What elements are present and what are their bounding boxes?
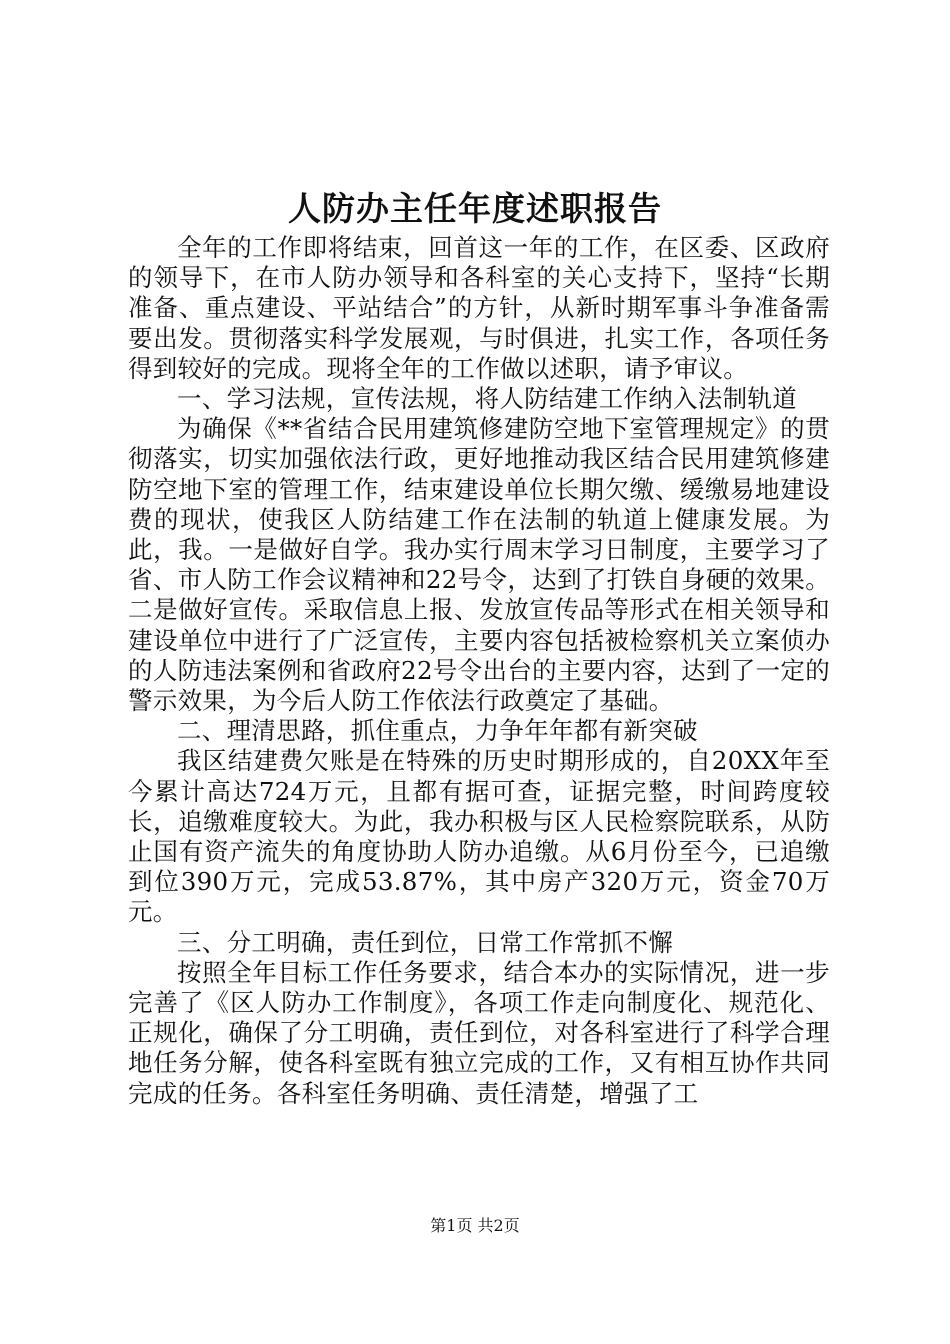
- section-heading-3: 三、分工明确，责任到位，日常工作常抓不懈: [177, 927, 673, 957]
- section-heading-2: 二、理清思路，抓住重点，力争年年都有新突破: [177, 716, 698, 746]
- document-title: 人防办主任年度述职报告: [288, 189, 662, 228]
- page-footer: 第1页 共2页: [430, 1216, 520, 1235]
- section-3-paragraph: 按照全年目标工作任务要求，结合本办的实际情况，进一步完善了《区人防办工作制度》，各项工作走向制度化、规范化、正规化，确保了分工明确，责任到位，对各科室进行了科学合理地任务分解，使各科室既有独立完成的工作，又有相互协作共同完成的任务。各科室任务明确、责任清楚，增强了工: [128, 957, 830, 1108]
- intro-paragraph: 全年的工作即将结束，回首这一年的工作，在区委、区政府的领导下，在市人防办领导和各科室的关心支持下，坚持“长期准备、重点建设、平站结合”的方针，从新时期军事斗争准备需要出发。贯彻落实科学发展观，与时俱进，扎实工作，各项任务得到较好的完成。现将全年的工作做以述职，请予审议。: [128, 233, 831, 383]
- document-body: [128, 233, 830, 1109]
- section-2-paragraph: 我区结建费欠账是在特殊的历史时期形成的，自20XX年至今累计高达724万元，且都有据可查，证据完整，时间跨度较长，追缴难度较大。为此，我办积极与区人民检察院联系，从防止国有资产流失的角度协助人防办追缴。从6月份至今，已追缴到位390万元，完成53.87%，其中房产320万元，资金70万元。: [128, 746, 830, 927]
- section-heading-1: 一、学习法规，宣传法规，将人防结建工作纳入法制轨道: [177, 384, 797, 414]
- section-1-paragraph: 为确保《**省结合民用建筑修建防空地下室管理规定》的贯彻落实，切实加强依法行政，更好地推动我区结合民用建筑修建防空地下室的管理工作，结束建设单位长期欠缴、缓缴易地建设费的现状，使我区人防结建工作在法制的轨道上健康发展。为此，我。一是做好自学。我办实行周末学习日制度，主要学习了省、市人防工作会议精神和22号令，达到了打铁自身硬的效果。二是做好宣传。采取信息上报、发放宣传品等形式在相关领导和建设单位中进行了广泛宣传，主要内容包括被检察机关立案侦办的人防违法案例和省政府22号令出台的主要内容，达到了一定的警示效果，为今后人防工作依法行政奠定了基础。: [128, 414, 830, 716]
